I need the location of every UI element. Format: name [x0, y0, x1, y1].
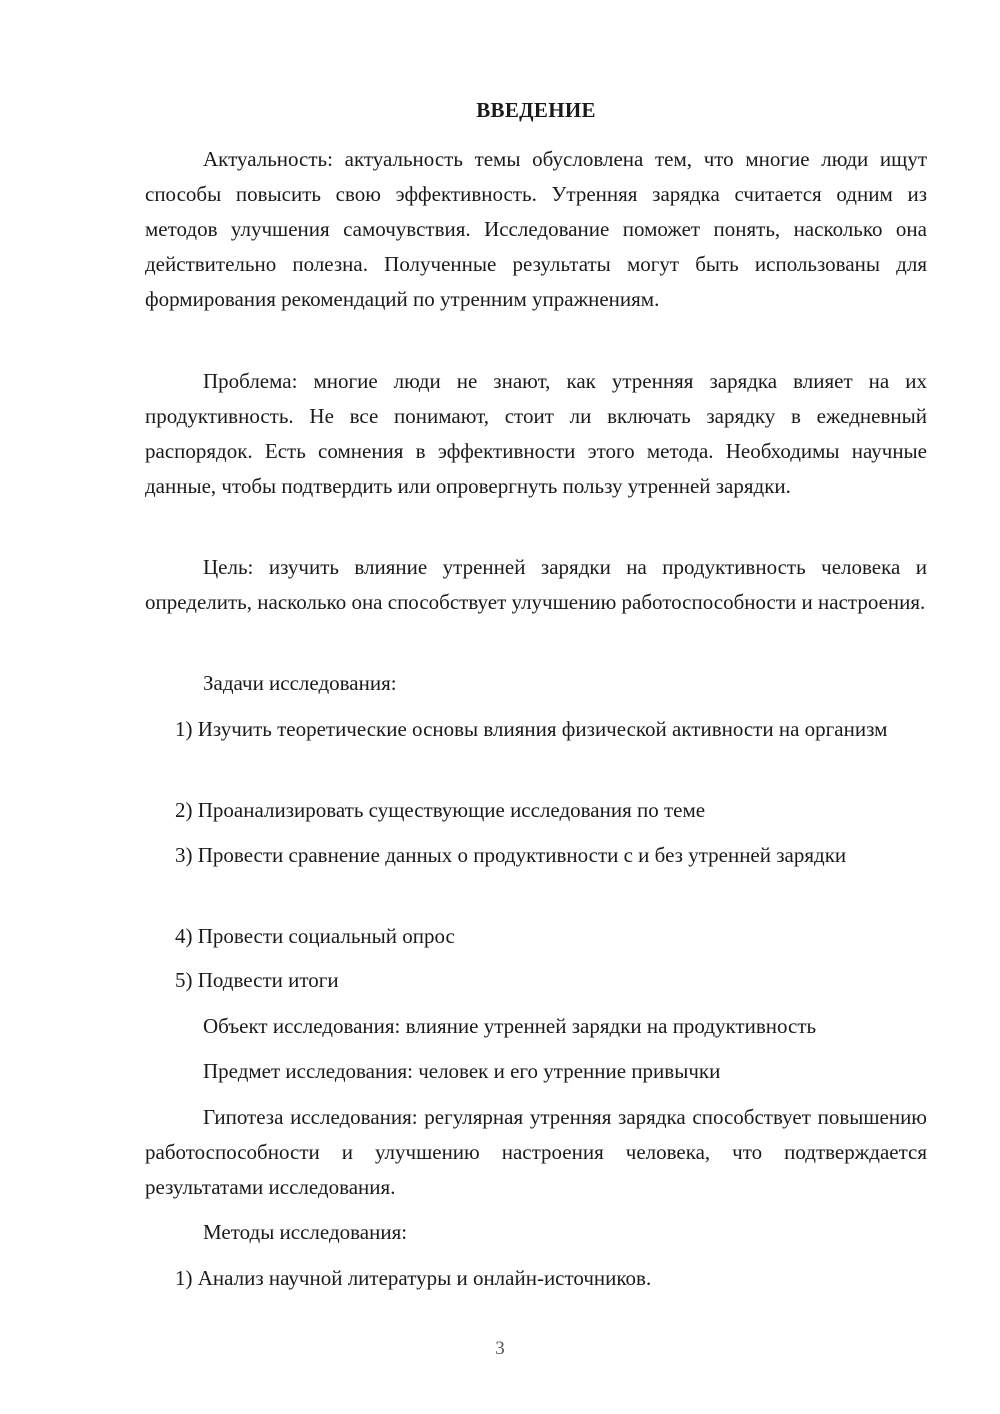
- page-title: ВВЕДЕНИЕ: [476, 98, 596, 122]
- tasks-heading: Задачи исследования:: [203, 671, 397, 695]
- paragraph-goal: Цель: изучить влияние утренней зарядки на продуктивность человека и определить, насколько она способствует улучшению работоспособности и настроения.: [145, 555, 927, 614]
- paragraph-subject: Предмет исследования: человек и его утренние привычки: [203, 1059, 721, 1083]
- task-item-2: 2) Проанализировать существующие исследования по теме: [175, 798, 706, 822]
- method-item-1: 1) Анализ научной литературы и онлайн-источников.: [175, 1266, 652, 1290]
- methods-heading: Методы исследования:: [203, 1220, 408, 1244]
- paragraph-problem: Проблема: многие люди не знают, как утренняя зарядка влияет на их продуктивность. Не все понимают, стоит ли включать зарядку в ежедневный распорядок. Есть сомнения в эффективности этого метода. Необходимы научные данные, чтобы подтвердить или опровергнуть пользу утренней зарядки.: [145, 369, 927, 498]
- task-item-3: 3) Провести сравнение данных о продуктивности с и без утренней зарядки: [175, 843, 847, 867]
- task-item-5: 5) Подвести итоги: [175, 968, 339, 992]
- paragraph-relevance: Актуальность: актуальность темы обусловлена тем, что многие люди ищут способы повысить свою эффективность. Утренняя зарядка считается одним из методов улучшения самочувствия. Исследование поможет понять, насколько она действительно полезна. Полученные результаты могут быть использованы для формирования рекомендаций по утренним упражнениям.: [145, 147, 927, 311]
- paragraph-object: Объект исследования: влияние утренней зарядки на продуктивность: [203, 1014, 817, 1038]
- task-item-1: 1) Изучить теоретические основы влияния физической активности на организм: [175, 717, 888, 741]
- paragraph-hypothesis: Гипотеза исследования: регулярная утренняя зарядка способствует повышению работоспособности и улучшению настроения человека, что подтверждается результатами исследования.: [145, 1105, 927, 1199]
- page-number: 3: [495, 1338, 505, 1359]
- task-item-4: 4) Провести социальный опрос: [175, 924, 455, 948]
